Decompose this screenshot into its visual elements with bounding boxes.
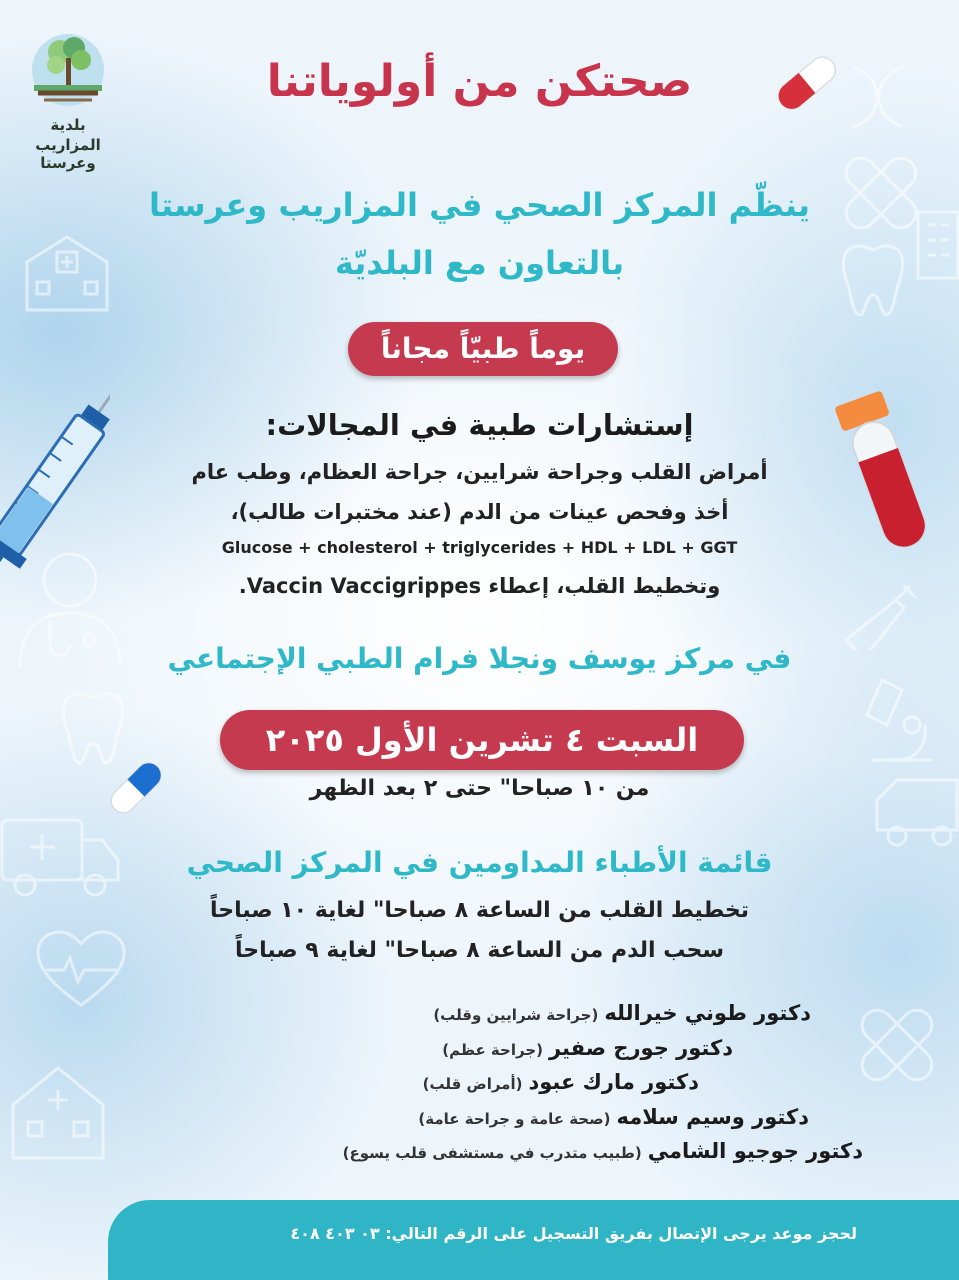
event-date-badge: السبت ٤ تشرين الأول ٢٠٢٥ <box>220 710 744 770</box>
doctor-specialty: (جراحة عظم) <box>442 1040 543 1059</box>
consultations-title: إستشارات طبية في المجالات: <box>265 408 694 442</box>
doctor-name: دكتور طوني خيرالله <box>604 1001 811 1025</box>
ecg-schedule: تخطيط القلب من الساعة ٨ صباحا" لغاية ١٠ صباحاً <box>209 898 750 923</box>
doctor-specialty: (طبيب متدرب في مستشفى قلب يسوع) <box>342 1144 642 1162</box>
doctor-item <box>119 996 811 1031</box>
doctor-specialty: (صحة عامة و جراحة عامة) <box>418 1109 611 1128</box>
doctors-list <box>119 996 863 1169</box>
booking-phone-text: لحجز موعد يرجى الإتصال بفريق التسجيل على الرقم التالي: ٠٣ ٤٠٣ ٤٠٨ <box>290 1224 857 1243</box>
doctor-name: دكتور جوجيو الشامي <box>647 1139 863 1163</box>
blood-draw-schedule: سحب الدم من الساعة ٨ صباحا" لغاية ٩ صباحاً <box>234 938 725 963</box>
venue-text: في مركز يوسف ونجلا فرام الطبي الإجتماعي <box>167 642 792 675</box>
doctor-specialty: (جراحة شرايين وقلب) <box>433 1006 599 1024</box>
logo-text-line2: المزاريب وعرستا <box>35 136 101 172</box>
organizer-line-2: بالتعاون مع البلديّة <box>334 244 625 282</box>
microscope-icon <box>852 670 942 770</box>
house-icon <box>8 1060 108 1160</box>
organizer-line-1: ينظّم المركز الصحي في المزاريب وعرستا <box>148 186 810 224</box>
doctor-item <box>119 1065 699 1100</box>
bandage-icon <box>852 1000 942 1090</box>
consultations-line-4: وتخطيط القلب، إعطاء Vaccin Vaccigrippes. <box>238 574 721 598</box>
consultations-line-2: أخذ وفحص عينات من الدم (عند مختبرات طالب)، <box>230 500 729 524</box>
doctor-item <box>119 1031 733 1066</box>
lab-tests-line: Glucose + cholesterol + triglycerides + HDL + LDL + GGT <box>221 538 738 557</box>
doctor-item <box>119 1134 863 1169</box>
doctor-name: دكتور مارك عبود <box>528 1070 699 1094</box>
event-hours: من ١٠ صباحا" حتى ٢ بعد الظهر <box>309 776 650 801</box>
logo-text-line1: بلدية <box>50 116 86 134</box>
footer-banner <box>108 1200 959 1280</box>
doctor-name: دكتور وسيم سلامه <box>616 1104 809 1129</box>
doctor-specialty: (أمراض قلب) <box>422 1075 523 1093</box>
doctor-name: دكتور جورج صفير <box>548 1035 733 1060</box>
doctors-list-title: قائمة الأطباء المداومين في المركز الصحي <box>186 846 773 879</box>
consultations-line-1: أمراض القلب وجراحة شرايين، جراحة العظام، وطب عام <box>191 460 768 484</box>
main-title: صحتكن من أولوياتنا <box>266 56 693 107</box>
free-medical-day-badge: يوماً طبيّاً مجاناً <box>348 322 618 376</box>
doctor-item <box>119 1100 809 1135</box>
